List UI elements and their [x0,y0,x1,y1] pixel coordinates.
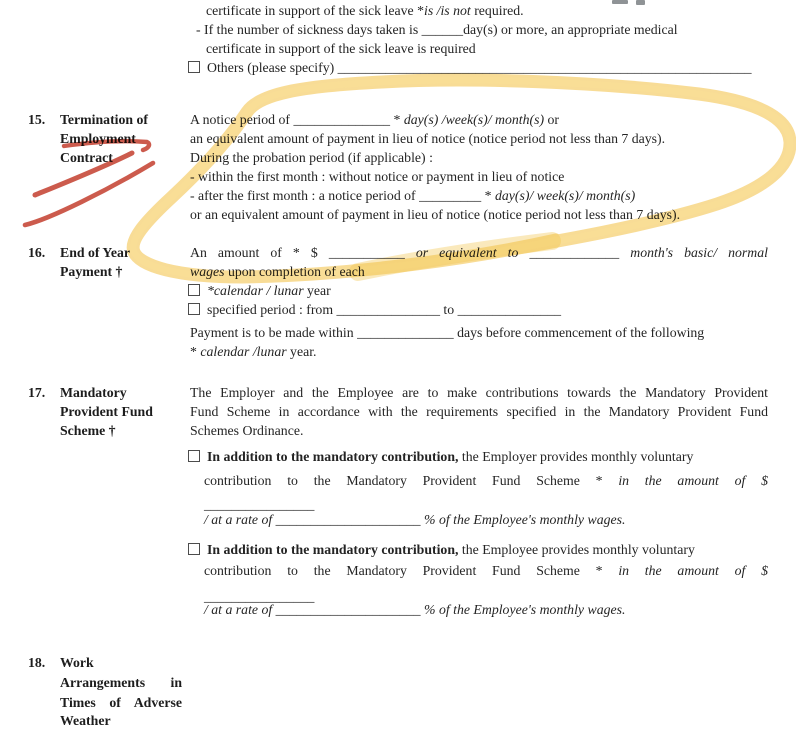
clause16-body-line-3 [188,283,331,300]
clause16-body-line-2: wages upon completion of each [190,264,365,279]
clause16-body-line-6: * calendar /lunar year. [190,344,317,359]
clause15-number: 15. [28,112,46,127]
employee-option-label: In addition to the mandatory contribution, the Employee provides monthly voluntary [207,542,695,557]
intro-line-others [188,60,752,77]
clause16-body-line-5: Payment is to be made within ______________ days before commencement of the following [190,325,705,340]
clause17-label-line-1: Mandatory [60,385,127,400]
clause17-label-line-3: Scheme † [60,423,116,438]
cut-off-text-fragment [636,0,645,5]
clause18-label-line-3: Times of Adverse [60,695,182,710]
clause15-body-line-4: - within the first month : without notice or payment in lieu of notice [190,169,565,184]
clause17-employer-rate: / at a rate of _____________________ % of the Employee's monthly wages. [204,512,626,527]
clause16-number: 16. [28,245,46,260]
clause15-label-line-2: Employment [60,131,136,146]
clause17-employer-option [188,449,693,466]
employer-option-label: In addition to the mandatory contribution, the Employer provides monthly voluntary [207,449,694,464]
clause17-employer-blank: ________________ [204,497,315,512]
clause17-body-line-3: Schemes Ordinance. [190,423,304,438]
clause17-employee-line-2: contribution to the Mandatory Provident Fund Scheme * in the amount of $ [204,563,768,578]
specified-period-checkbox[interactable] [188,303,200,315]
clause16-label-line-1: End of Year [60,245,131,260]
others-label: Others (please specify) ____________________________________________________________ [207,60,752,75]
clause15-label-line-1: Termination of [60,112,149,127]
clause16-body-line-1: An amount of * $ ___________ or equivalent to _____________ month's basic/ normal [190,245,768,260]
employer-contribution-checkbox[interactable] [188,450,200,462]
clause18-label-line-4: Weather [60,713,111,728]
cut-off-text-fragment [612,0,628,4]
others-checkbox[interactable] [188,61,200,73]
clause17-number: 17. [28,385,46,400]
employee-contribution-checkbox[interactable] [188,543,200,555]
clause17-employee-option [188,542,695,559]
calendar-year-label: *calendar / lunar year [207,283,331,298]
clause17-employer-line-2: contribution to the Mandatory Provident Fund Scheme * in the amount of $ [204,473,768,488]
clause18-label-line-1: Work [60,655,94,670]
clause15-body-line-6: or an equivalent amount of payment in lieu of notice (notice period not less than 7 days). [190,207,681,222]
clause17-body-line-1: The Employer and the Employee are to make contributions towards the Mandatory Provident [190,385,768,400]
clause18-label-line-2: Arrangements in [60,675,182,690]
clause16-label-line-2: Payment † [60,264,123,279]
intro-line-1: certificate in support of the sick leave *is /is not required. [206,3,524,18]
clause15-body-line-5: - after the first month : a notice period of _________ * day(s)/ week(s)/ month(s) [190,188,636,203]
intro-line-3: certificate in support of the sick leave is required [206,41,476,56]
clause18-number: 18. [28,655,46,670]
calendar-year-checkbox[interactable] [188,284,200,296]
clause17-employee-rate: / at a rate of _____________________ % of the Employee's monthly wages. [204,602,626,617]
clause15-label-line-3: Contract [60,150,113,165]
clause15-body-line-3: During the probation period (if applicable) : [190,150,433,165]
clause15-body-line-1: A notice period of ______________ * day(s) /week(s)/ month(s) or [190,112,560,127]
clause17-body-line-2: Fund Scheme in accordance with the requirements specified in the Mandatory Provident Fund [190,404,768,419]
intro-line-2: - If the number of sickness days taken is ______day(s) or more, an appropriate medical [196,22,678,37]
clause17-label-line-2: Provident Fund [60,404,153,419]
clause17-employee-blank: ________________ [204,589,315,604]
clause15-body-line-2: an equivalent amount of payment in lieu of notice (notice period not less than 7 days). [190,131,666,146]
specified-period-label: specified period : from _______________ to _______________ [207,302,562,317]
clause16-body-line-4 [188,302,561,319]
